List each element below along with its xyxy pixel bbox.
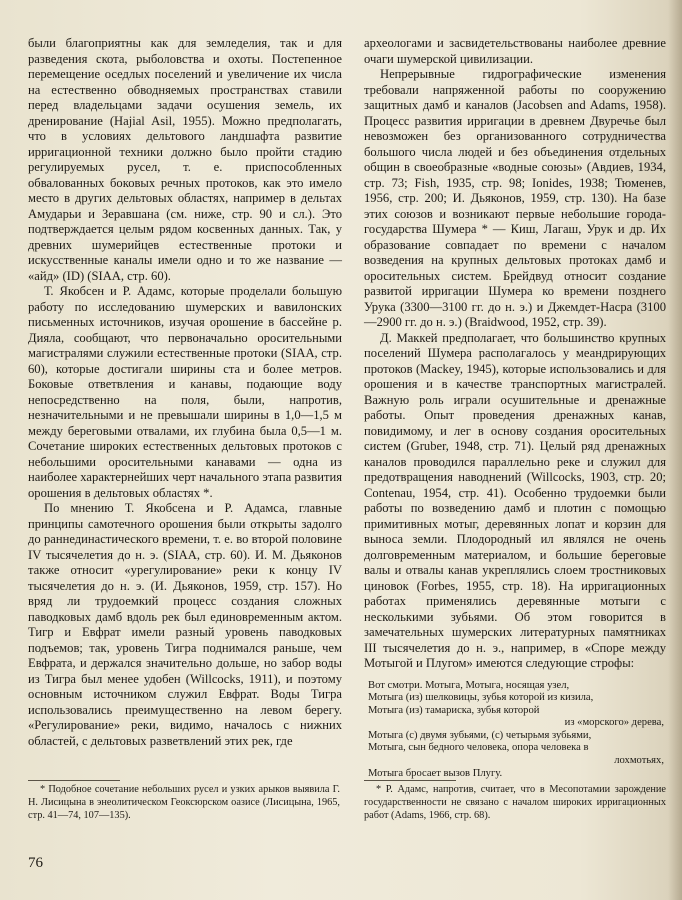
paragraph: археологами и засвидетельствованы наиболее древние очаги шумерской цивилизации. [364, 36, 666, 66]
poem-line: из «морского» дерева, [564, 717, 664, 729]
footnote-right: * Р. Адамс, напротив, считает, что в Месопотамии зарождение государственности не связано с началом широких ирригационных работ (Adams, 1966, стр. 68). [364, 784, 666, 821]
poem-line: Мотыга бросает вызов Плугу. [368, 767, 503, 779]
poem-line: Мотыга (с) двумя зубьями, (с) четырьмя зубьями, [368, 729, 592, 741]
right-column [364, 36, 666, 780]
footnote-rule [28, 780, 120, 781]
footnote-left: * Подобное сочетание небольших русел и узких арыков выявила Г. Н. Лисицына в энеолитическом Геоксюрском оазисе (Лисицына, 1965, стр. 41—74, 107—135). [28, 784, 340, 821]
poem-line: Мотыга (из) шелковицы, зубья которой из кизила, [368, 692, 594, 704]
page-edge-shadow [668, 0, 682, 900]
poem-line: Вот смотри. Мотыга, Мотыга, носящая узел, [368, 679, 570, 691]
paragraph: По мнению Т. Якобсена и Р. Адамса, главные принципы самотечного орошения были открыты задолго до раннединастического времени, т. е. во второй половине IV тысячелетия до н. э. (SIAA, стр. 60). И. М. Дьяконов также относит «урегулирование» реки к концу IV тысячелетия до н. э. (И. Дьяконов, 1959, стр. 157). Но вряд ли трудоемкий процесс создания сложных паводковых дамб вдоль рек был единовременным актом. Тигр и Евфрат имели разный уровень паводковых подъемов; так, уровень Тигра поднимался раньше, чем Евфрата, и держался значительно дольше, но забор воды из Тигра был менее удобен (Willcocks, 1911), и поэтому основным источником служил Евфрат. Воды Тигра использовались преимущественно на левом берегу. «Регулирование» реки, видимо, началось с нижних областей, с дельтовых разветвлений этих рек, где [28, 501, 342, 748]
poem-quote [368, 680, 666, 781]
left-column [28, 36, 342, 749]
paragraph: Д. Маккей предполагает, что большинство крупных поселений Шумера располагалось у меандрирующих протоков (Mackey, 1945), которые использовались и для орошения и в качестве транспортных магистралей. Важную роль играли осушительные и дренажные работы. Опыт проведения дренажных канав, повидимому, и лег в основу создания оросительных систем (Gruber, 1948, стр. 71). Целый ряд дренажных каналов проводился параллельно реке и служил для предотвращения наводнений (Willcocks, 1903, стр. 20; Contenau, 1954, стр. 41). Особенно трудоемки были работы по возведению дамб и плотин с помощью примитивных мотыг, деревянных лопат и корзин для выноса земли. Плодородный ил являлся не очень долговременным материалом, и большие береговые валы и отвалы канав укреплялись слоем тростниковых циновок (Forbes, 1955, стр. 18). На ирригационных работах применялись деревянные мотыги с несколькими зубьями. Об этом говорится в замечательных шумерских литературных памятниках III тысячелетия до н. э., например, в «Споре между Мотыгой и Плугом» имеются следующие строфы: [364, 330, 666, 670]
page-number: 76 [28, 855, 43, 871]
poem-line: Мотыга, сын бедного человека, опора человека в [368, 742, 589, 754]
footnote-rule [364, 780, 456, 781]
paragraph: были благоприятны как для земледелия, так и для разведения скота, рыболовства и охоты. Постепенное перемещение оседлых поселений и увеличение их числа на естественно обводняемых пространствах ставили перед владельцами задачи осушения земель, их дренирование (Hajial Asil, 1955). Можно предполагать, что в условиях дельтового ландшафта развитие ирригационной техники должно было пройти стадию регулируемых русел, т. е. приспособленных обвалованных боковых речных протоков, как это имело место в других дельтовых областях, например в дельтах Амударьи и Зеравшана (см. ниже, стр. 90 и сл.). Это подтверждается целым рядом косвенных данных. Так, у древних шумерийцев естественные протоки и искусственные каналы имели одно и то же название — «айд» (ID) (SIAA, стр. 60). [28, 36, 342, 283]
paragraph: Т. Якобсен и Р. Адамс, которые проделали большую работу по исследованию шумерских и вавилонских письменных источников, изучая орошение в бассейне р. Дияла, сообщают, что первоначально оросительными магистралями служили естественные протоки (SIAA, стр. 60), которые достигали ширины ста и более метров. Боковые ответвления и канавы, подающие воду непосредственно на поля, были, напротив, незначительными и не превышали ширины в 1,0—1,5 м между береговыми отвалами, их глубина была 0,5—1 м. Сочетание широких естественных дельтовых протоков с небольшими оросительными канавами — одна из наиболее характернейших черт начального этапа развития орошения в дельтовых областях *. [28, 284, 342, 500]
paragraph: Непрерывные гидрографические изменения требовали напряженной работы по сооружению защитных дамб и каналов (Jacobsen and Adams, 1958). Процесс развития ирригации в древнем Двуречье был невозможен без организованного сотрудничества большого числа людей и без объединения отдельных общин в своеобразные «водные союзы» (Авдиев, 1934, стр. 73; Fish, 1935, стр. 98; Ionides, 1938; Тюменев, 1956, стр. 200; И. Дьяконов, 1959, стр. 130). На базе этих союзов и возникают первые небольшие города-государства Шумера * — Киш, Лагаш, Урук и др. Их образование совпадает по времени с началом возведения на крупных дельтовых протоках дамб и оросительных систем. Брейдвуд относит создание развитой ирригации Шумера ко времени позднего Урука (3300—3100 гг. до н. э.) и Джемдет-Насра (3100—2900 гг. до н. э.) (Braidwood, 1952, стр. 39). [364, 67, 666, 329]
poem-line: лохмотьях, [614, 755, 664, 767]
poem-line: Мотыга (из) тамариска, зубья которой [368, 704, 540, 716]
